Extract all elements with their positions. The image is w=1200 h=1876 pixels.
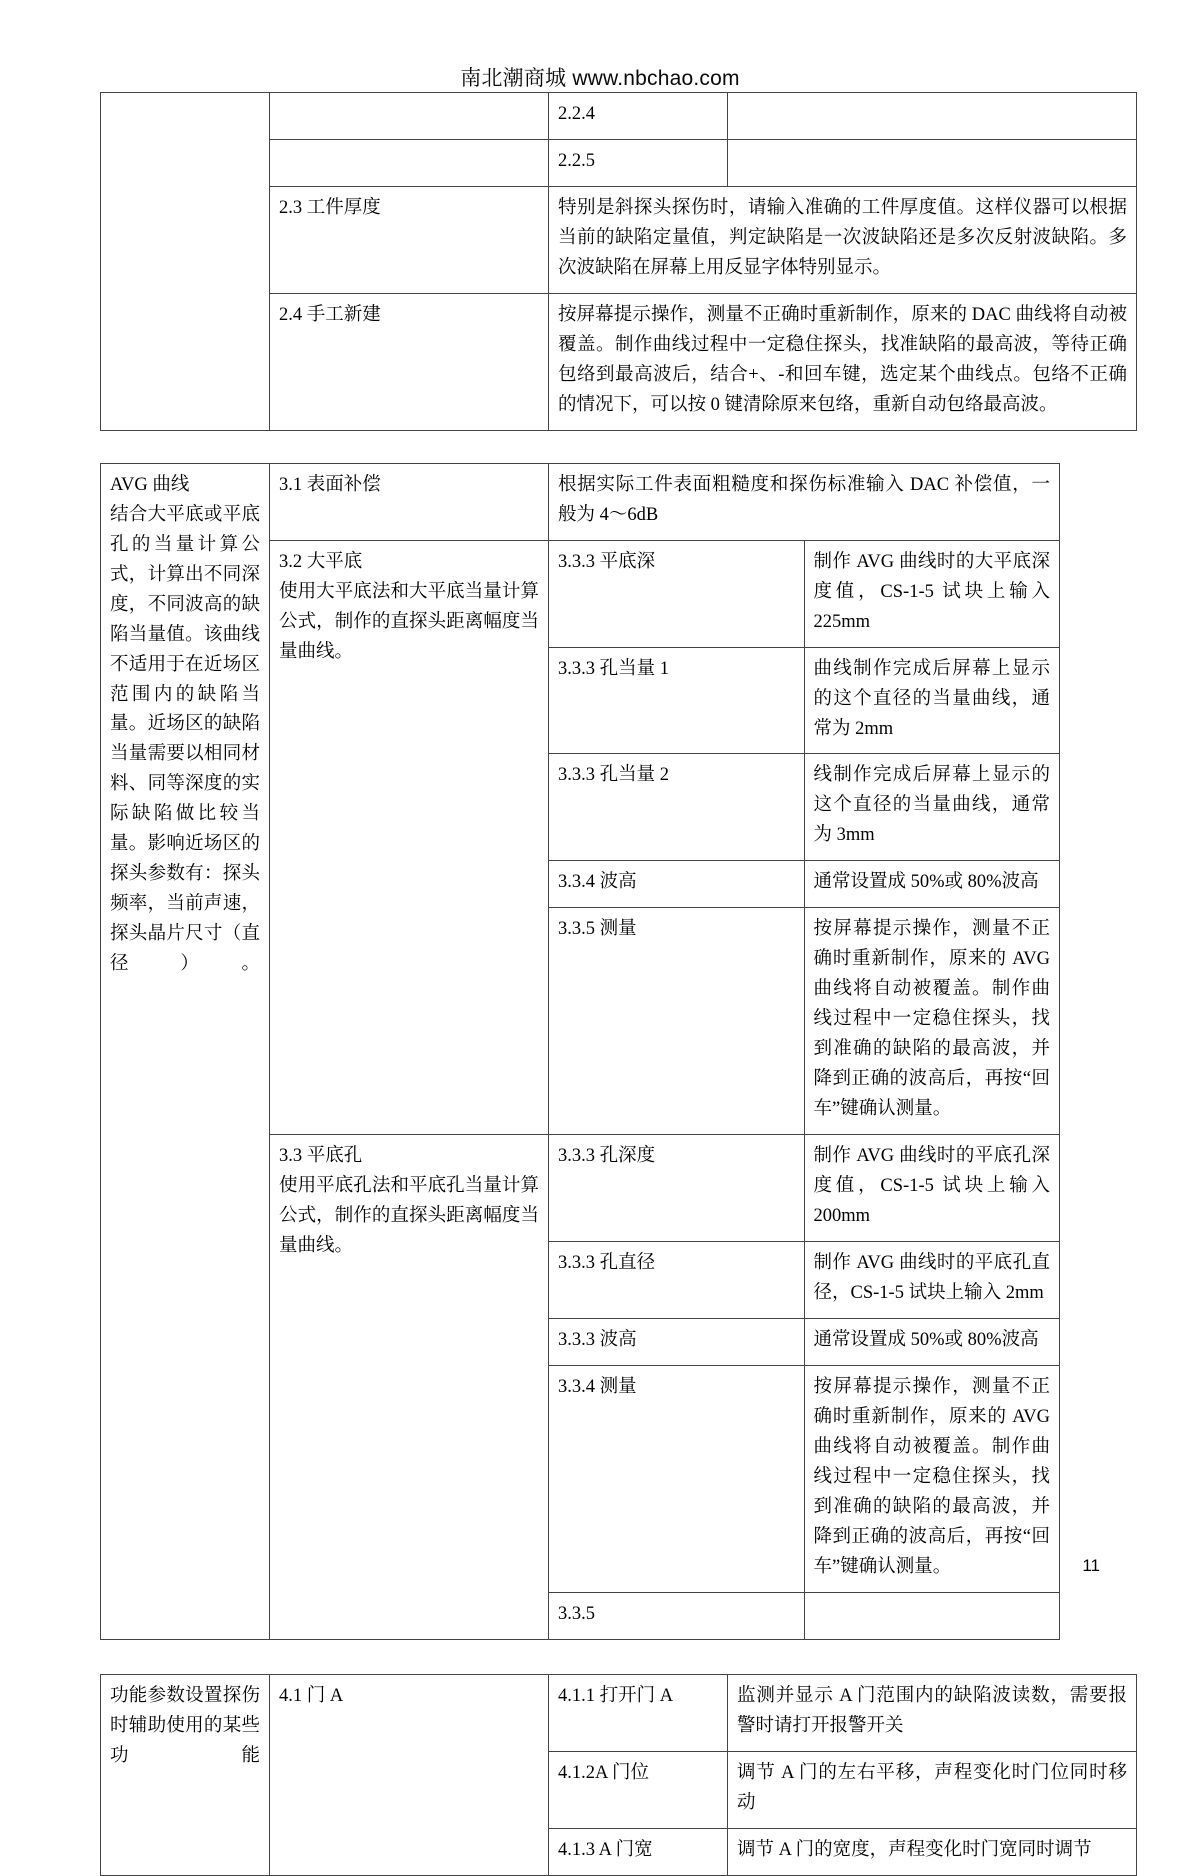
- cell-item-desc: [728, 139, 1137, 186]
- table-row: [101, 463, 1060, 540]
- cell-subitem-empty: [270, 93, 549, 140]
- group-32-title: 3.2 大平底: [279, 551, 363, 572]
- group-32-body: 使用大平底法和大平底当量计算公式，制作的直探头距离幅度当量曲线。: [279, 581, 539, 662]
- page-header-watermark: 南北潮商城 www.nbchao.com: [460, 67, 740, 90]
- cell-item-code: 3.3.3 孔直径: [549, 1242, 805, 1319]
- cell-item-code: 4.1.2A 门位: [549, 1751, 728, 1828]
- table-function-params: [100, 1674, 1137, 1876]
- cell-group-33: [270, 1135, 549, 1640]
- table-dac-settings: [100, 92, 1137, 431]
- cell-item-desc: 特别是斜探头探伤时，请输入准确的工件厚度值。这样仪器可以根据当前的缺陷定量值，判定缺陷是一次波缺陷还是多次反射波缺陷。多次波缺陷在屏幕上用反显字体特别显示。: [549, 186, 1137, 293]
- cell-item-desc: 线制作完成后屏幕上显示的这个直径的当量曲线，通常为 3mm: [804, 754, 1060, 861]
- cell-item-desc: 制作 AVG 曲线时的平底孔直径，CS-1-5 试块上输入 2mm: [804, 1242, 1060, 1319]
- cell-subitem-empty: [270, 139, 549, 186]
- avg-body: 结合大平底或平底孔的当量计算公式，计算出不同深度，不同波高的缺陷当量值。该曲线不适用于在近场区范围内的缺陷当量。近场区的缺陷当量需要以相同材料、同等深度的实际缺陷做比较当量。影响近场区的探头参数有：探头频率，当前声速，探头晶片尺寸（直径）。: [110, 504, 260, 975]
- cell-item-desc: 制作 AVG 曲线时的平底孔深度值，CS-1-5 试块上输入 200mm: [804, 1135, 1060, 1242]
- cell-item-desc: 通常设置成 50%或 80%波高: [804, 1318, 1060, 1365]
- cell-function-description: 功能参数设置探伤时辅助使用的某些功能: [101, 1674, 270, 1875]
- table-gap: [100, 1640, 1100, 1674]
- cell-item-desc: 制作 AVG 曲线时的大平底深度值，CS-1-5 试块上输入 225mm: [804, 540, 1060, 647]
- cell-item-desc: 通常设置成 50%或 80%波高: [804, 861, 1060, 908]
- cell-item-code: 3.3.3 孔当量 2: [549, 754, 805, 861]
- cell-group-32: [270, 540, 549, 1134]
- cell-item-desc: 按屏幕提示操作，测量不正确时重新制作，原来的 AVG 曲线将自动被覆盖。制作曲线过程中一定稳住探头，找到准确的缺陷的最高波，并降到正确的波高后，再按“回车”键确认测量。: [804, 1365, 1060, 1592]
- table-gap: [100, 431, 1100, 463]
- cell-item-desc: 根据实际工件表面粗糙度和探伤标准输入 DAC 补偿值，一般为 4～6dB: [549, 463, 1060, 540]
- cell-subitem-label: 2.3 工件厚度: [270, 186, 549, 293]
- cell-group-label-empty: [101, 93, 270, 431]
- cell-item-desc: 曲线制作完成后屏幕上显示的这个直径的当量曲线，通常为 2mm: [804, 647, 1060, 754]
- cell-subitem-label: 2.4 手工新建: [270, 293, 549, 430]
- cell-item-code: 2.2.5: [549, 139, 728, 186]
- cell-avg-description: [101, 463, 270, 1639]
- cell-item-code: 3.3.3 孔深度: [549, 1135, 805, 1242]
- cell-item-code: 3.3.4 测量: [549, 1365, 805, 1592]
- cell-item-code: 3.3.4 波高: [549, 861, 805, 908]
- cell-group-41: 4.1 门 A: [270, 1674, 549, 1875]
- table-avg-curve: [100, 463, 1060, 1640]
- table-row: [101, 1674, 1137, 1751]
- avg-title: AVG 曲线: [110, 474, 190, 495]
- page-number: 11: [1082, 1556, 1100, 1575]
- group-33-body: 使用平底孔法和平底孔当量计算公式，制作的直探头距离幅度当量曲线。: [279, 1176, 539, 1257]
- cell-item-desc: 调节 A 门的宽度，声程变化时门宽同时调节: [728, 1828, 1137, 1875]
- table-2-wrapper: [100, 463, 1060, 1640]
- table-1-wrapper: [100, 92, 1127, 431]
- cell-item-desc: 调节 A 门的左右平移，声程变化时门位同时移动: [728, 1751, 1137, 1828]
- cell-item-desc: [804, 1592, 1060, 1639]
- cell-item-desc: 监测并显示 A 门范围内的缺陷波读数，需要报警时请打开报警开关: [728, 1674, 1137, 1751]
- table-row: [101, 93, 1137, 140]
- cell-item-code: 2.2.4: [549, 93, 728, 140]
- group-33-title: 3.3 平底孔: [279, 1146, 363, 1167]
- cell-subitem-label: 3.1 表面补偿: [270, 463, 549, 540]
- cell-item-code: 4.1.3 A 门宽: [549, 1828, 728, 1875]
- cell-item-code: 3.3.3 孔当量 1: [549, 647, 805, 754]
- cell-item-desc: 按屏幕提示操作，测量不正确时重新制作，原来的 AVG 曲线将自动被覆盖。制作曲线过程中一定稳住探头，找到准确的缺陷的最高波，并降到正确的波高后，再按“回车”键确认测量。: [804, 908, 1060, 1135]
- cell-item-code: 4.1.1 打开门 A: [549, 1674, 728, 1751]
- cell-item-desc: 按屏幕提示操作，测量不正确时重新制作，原来的 DAC 曲线将自动被覆盖。制作曲线过程中一定稳住探头，找准缺陷的最高波，等待正确包络到最高波后，结合+、-和回车键，选定某个曲线点。包络不正确的情况下，可以按 0 键清除原来包络，重新自动包络最高波。: [549, 293, 1137, 430]
- cell-item-code: 3.3.3 波高: [549, 1318, 805, 1365]
- cell-item-desc: [728, 93, 1137, 140]
- cell-item-code: 3.3.5 测量: [549, 908, 805, 1135]
- cell-item-code: 3.3.5: [549, 1592, 805, 1639]
- cell-item-code: 3.3.3 平底深: [549, 540, 805, 647]
- table-3-wrapper: [100, 1674, 1127, 1876]
